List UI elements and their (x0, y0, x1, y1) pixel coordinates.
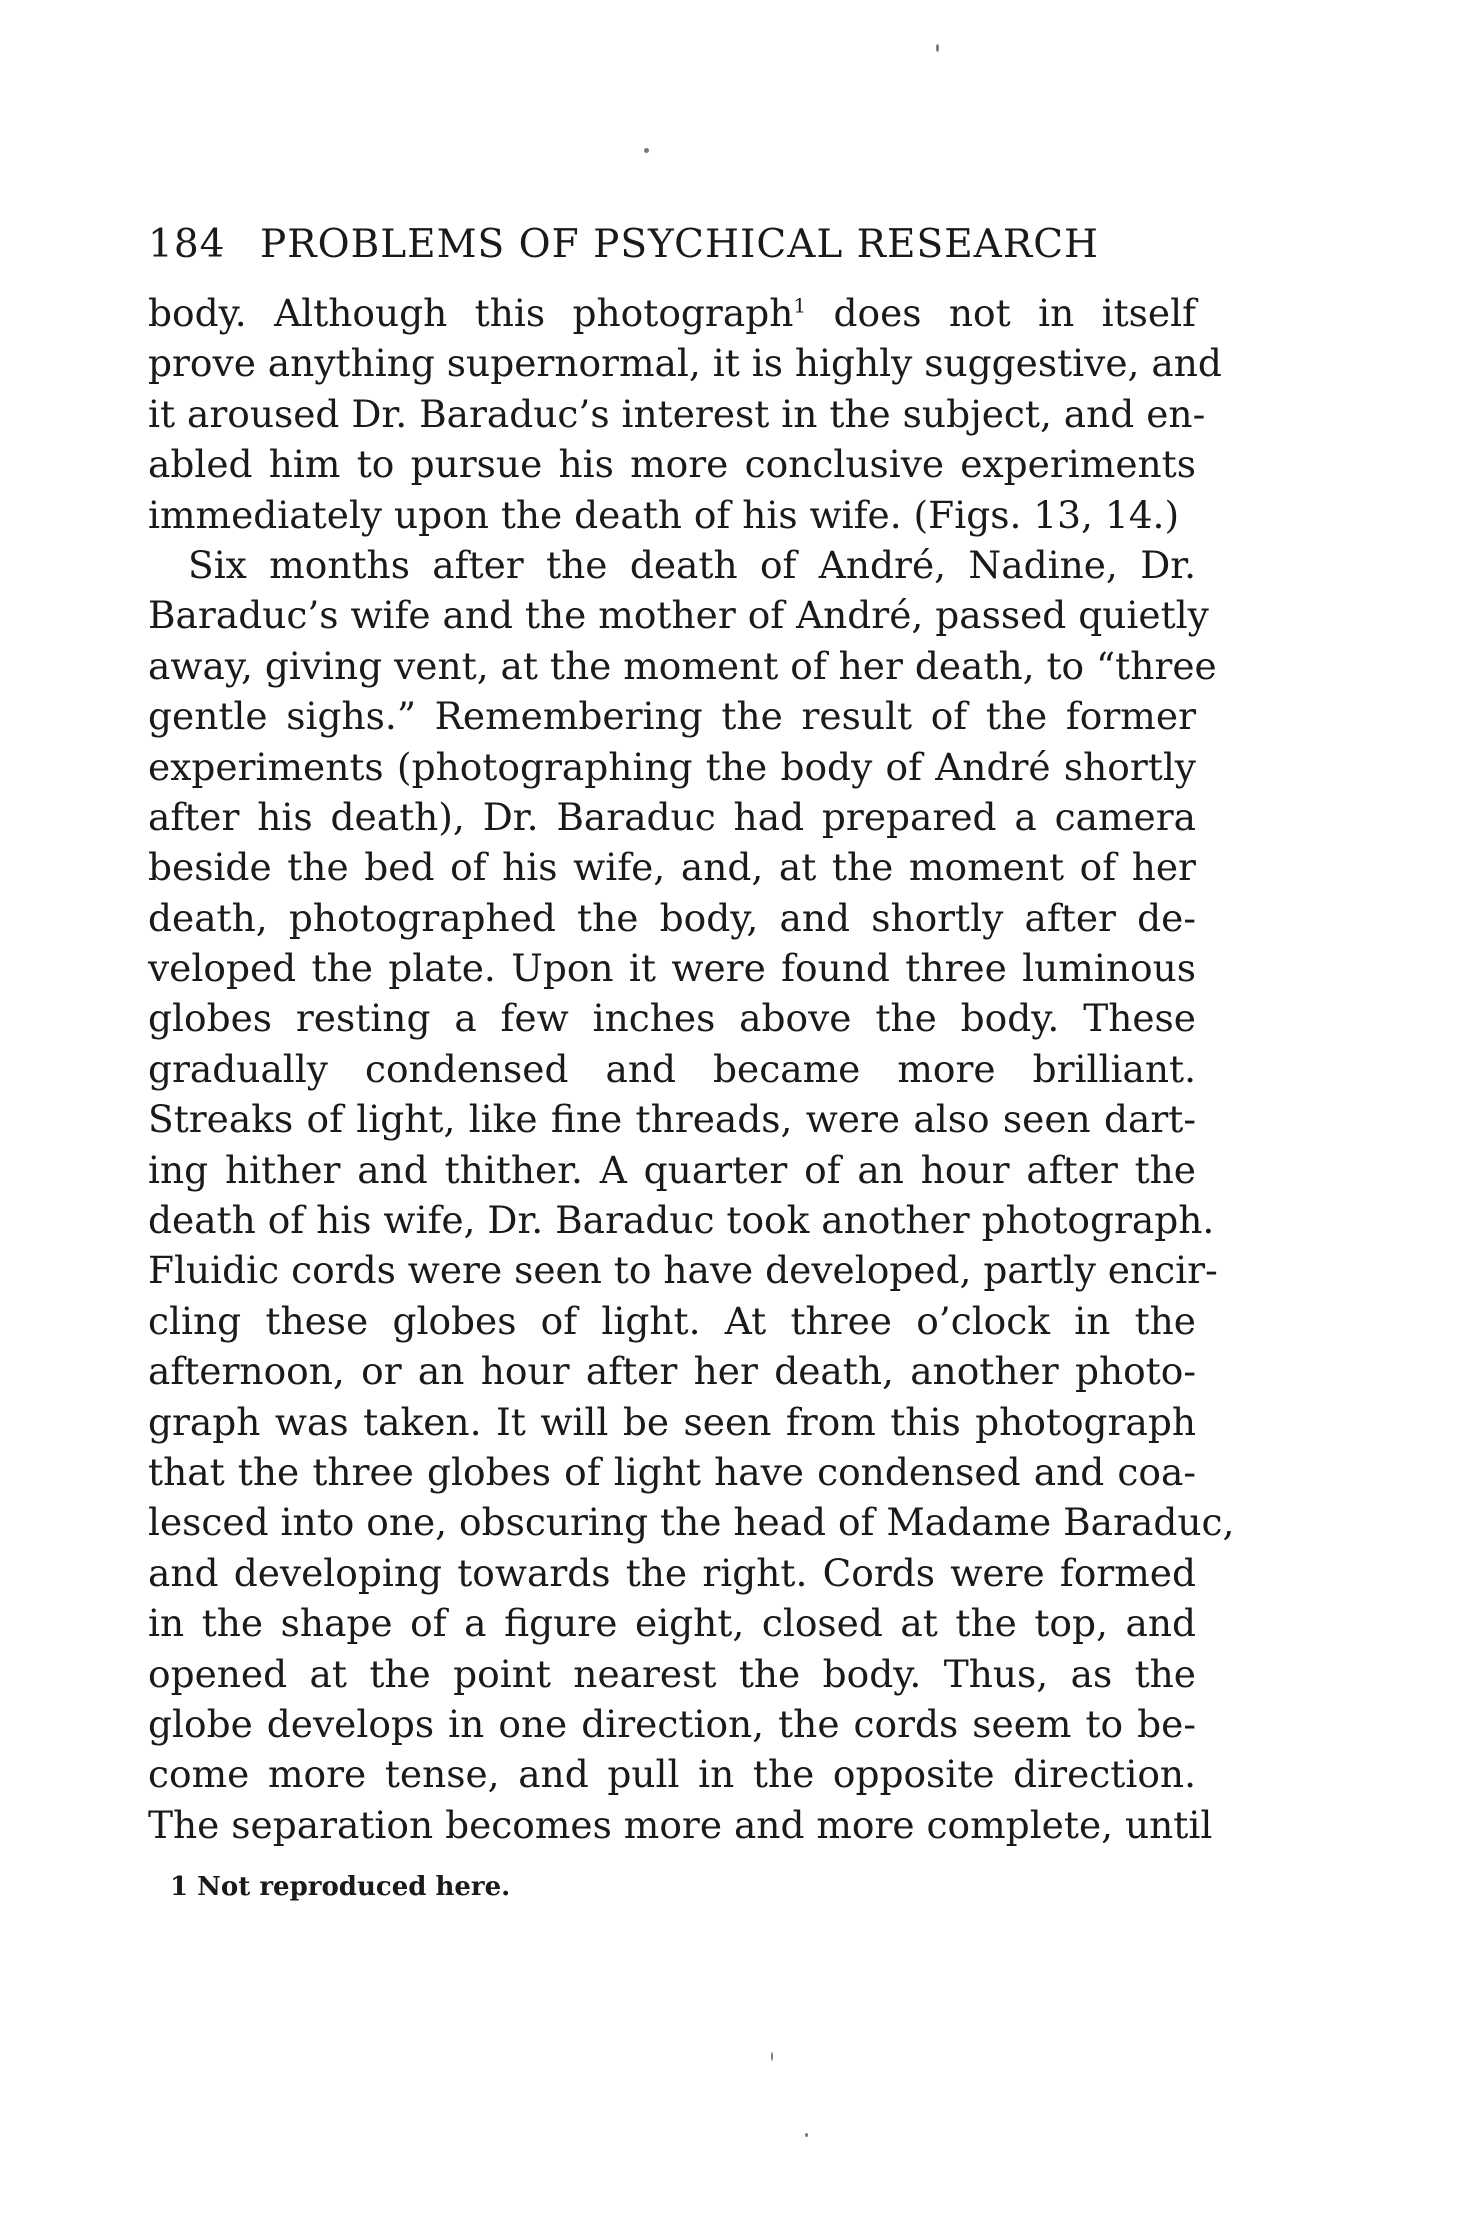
text-line-content: Fluidic cords were seen to have developed, partly encir- (148, 1248, 1218, 1293)
text-line (148, 1296, 1196, 1346)
text-line-content: graph was taken. It will be seen from this photograph (148, 1399, 1196, 1444)
text-line-content: beside the bed of his wife, and, at the moment of her (148, 845, 1196, 890)
footnote-marker: 1 (170, 1872, 189, 1903)
text-line-content: come more tense, and pull in the opposite direction. (148, 1752, 1196, 1797)
text-line (148, 792, 1196, 842)
text-line-content: and developing towards the right. Cords were formed (148, 1550, 1196, 1595)
text-line-content: death, photographed the body, and shortly after de- (148, 895, 1196, 940)
text-line-continuation: does not in itself (806, 291, 1196, 335)
running-title: PROBLEMS OF PSYCHICAL RESEARCH (260, 222, 1100, 267)
text-line (148, 1649, 1196, 1699)
text-line (148, 338, 1222, 388)
text-line (148, 1598, 1196, 1648)
text-line-content: gentle sighs.” Remembering the result of the former (148, 694, 1196, 739)
text-line-content: lesced into one, obscuring the head of Madame Baraduc, (148, 1500, 1235, 1545)
text-line (148, 691, 1196, 741)
footnote-reference: 1 (793, 293, 807, 318)
running-head (148, 222, 1196, 282)
text-line (148, 641, 1217, 691)
text-line-content: Streaks of light, like fine threads, were also seen dart- (148, 1097, 1196, 1142)
text-line-content: prove anything supernormal, it is highly suggestive, and (148, 341, 1222, 386)
text-line (148, 1749, 1196, 1799)
text-line (148, 1195, 1215, 1245)
text-line (148, 1447, 1196, 1497)
text-line (148, 1346, 1196, 1396)
text-line-content: cling these globes of light. At three o’clock in the (148, 1298, 1196, 1343)
page-number: 184 (148, 222, 226, 267)
text-line (148, 893, 1196, 943)
text-line (148, 1699, 1196, 1749)
text-line (148, 993, 1196, 1043)
text-line-content: globe develops in one direction, the cords seem to be- (148, 1701, 1196, 1746)
footnote (148, 1870, 1196, 1904)
text-line (148, 1044, 1196, 1094)
text-line-content: in the shape of a figure eight, closed at the top, and (148, 1601, 1196, 1646)
text-line-content: abled him to pursue his more conclusive experiments (148, 442, 1196, 487)
text-line (148, 490, 1196, 540)
scan-speck (805, 2133, 808, 2137)
book-page (148, 222, 1235, 1904)
text-line-content: that the three globes of light have condensed and coa- (148, 1449, 1196, 1494)
text-line-content: veloped the plate. Upon it were found three luminous (148, 946, 1196, 991)
text-line (148, 742, 1196, 792)
text-line (148, 439, 1196, 489)
text-line-content: after his death), Dr. Baraduc had prepared a camera (148, 794, 1196, 839)
text-line (148, 389, 1206, 439)
scan-speck (644, 148, 649, 153)
text-line-content: ing hither and thither. A quarter of an hour after the (148, 1147, 1196, 1192)
text-line (148, 842, 1196, 892)
text-line-content: Baraduc’s wife and the mother of André, passed quietly (148, 593, 1209, 638)
text-line (148, 288, 1196, 338)
text-line-content: gradually condensed and became more brilliant. (148, 1046, 1196, 1091)
text-line (148, 1497, 1235, 1547)
text-line (148, 1245, 1218, 1295)
text-line-content: opened at the point nearest the body. Thus, as the (148, 1651, 1196, 1696)
scan-speck (936, 44, 939, 52)
text-line-content: it aroused Dr. Baraduc’s interest in the subject, and en- (148, 391, 1206, 436)
text-line (148, 1145, 1196, 1195)
text-line-content: globes resting a few inches above the body. These (148, 996, 1196, 1041)
body-text (148, 288, 1235, 1850)
text-line-content: The separation becomes more and more complete, until (148, 1802, 1213, 1847)
text-line-content: away, giving vent, at the moment of her death, to “three (148, 643, 1217, 688)
text-line (148, 1094, 1196, 1144)
text-line (148, 540, 1196, 590)
text-line (148, 590, 1209, 640)
text-line-content: body. Although this photograph (148, 291, 794, 335)
scan-speck (771, 2052, 773, 2061)
text-line-content: Six months after the death of André, Nadine, Dr. (188, 542, 1196, 587)
footnote-text: Not reproduced here. (197, 1872, 511, 1903)
text-line-content: immediately upon the death of his wife. (Figs. 13, 14.) (148, 492, 1180, 537)
text-line (148, 943, 1196, 993)
text-line (148, 1800, 1213, 1850)
text-line (148, 1397, 1196, 1447)
text-line (148, 1548, 1196, 1598)
text-line-content: experiments (photographing the body of André shortly (148, 744, 1196, 789)
text-line-content: afternoon, or an hour after her death, another photo- (148, 1349, 1196, 1394)
text-line-content: death of his wife, Dr. Baraduc took another photograph. (148, 1198, 1215, 1243)
